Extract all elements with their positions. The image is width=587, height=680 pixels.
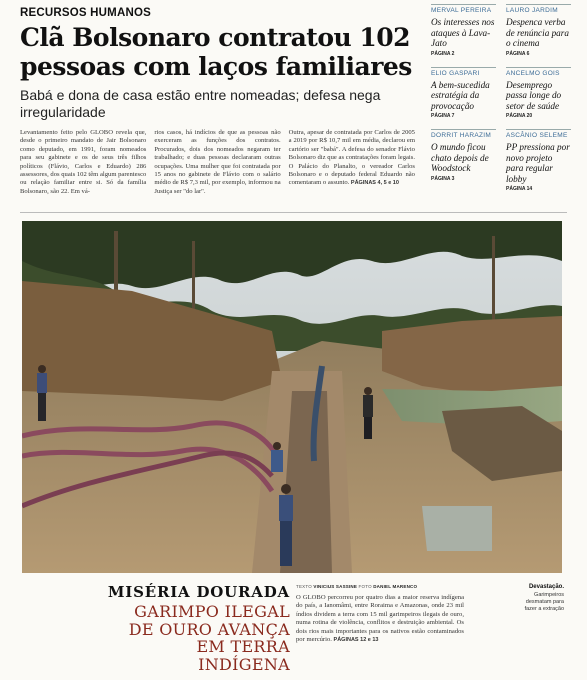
- credit-text-label: TEXTO: [296, 584, 312, 589]
- feature-body: [296, 594, 464, 644]
- columnist-name: ELIO GASPARI: [431, 69, 480, 77]
- divider: [431, 129, 496, 130]
- mining-scene-image: [22, 221, 562, 573]
- top-story: [20, 6, 415, 196]
- columnist-name: MERVAL PEREIRA: [431, 7, 492, 14]
- columnist-name: DORRIT HARAZIM: [431, 132, 492, 139]
- credit-photo-label: FOTO: [358, 584, 372, 589]
- story-headline[interactable]: [20, 23, 415, 81]
- column-page: PÁGINA 7: [431, 113, 455, 119]
- column-title: O mundo ficou chato depois de Woodstock: [431, 142, 489, 173]
- feature-headline-line-1: GARIMPO ILEGAL: [134, 602, 290, 621]
- feature-headline: [100, 603, 290, 673]
- credit-text-name: VINICIUS SASSINE: [313, 584, 358, 589]
- columnist-name: LAURO JARDIM: [506, 7, 558, 14]
- column-title: A bem-sucedida estratégia da provocação: [431, 79, 490, 111]
- column-page: PÁGINA 2: [431, 50, 455, 57]
- columnist-item[interactable]: [431, 67, 496, 120]
- column-page: PÁGINA 6: [506, 50, 530, 57]
- divider: [506, 4, 571, 5]
- section-divider: [20, 212, 567, 213]
- columnist-item[interactable]: [431, 4, 496, 57]
- divider: [506, 129, 571, 130]
- worker-figure-left: [37, 365, 47, 421]
- column-page: PÁGINA 3: [431, 175, 455, 182]
- feature-page-ref[interactable]: PÁGINAS 12 e 13: [333, 637, 379, 644]
- columnist-item[interactable]: [506, 67, 571, 120]
- story-body: [20, 129, 415, 196]
- column-page: PÁGINA 20: [506, 113, 533, 119]
- feature-text-block: [296, 584, 464, 644]
- caption-title: Devastação.: [528, 584, 564, 590]
- story-body-col-3-text: Outra, apesar de contratada por Carlos de 2005 a 2019 por R$ 10,7 mil em média, declarou em cartório ser "babá". A defesa do senador Flávio Bolsonaro diz que as contratações foram legais. O Palácio do Planalto, o vereador Carlos Bolsonaro e o deputado federal Eduardo não comentaram o assunto.: [288, 129, 415, 187]
- story-kicker: RECURSOS HUMANOS: [20, 7, 151, 19]
- columnists-rail: [431, 4, 571, 202]
- story-body-col-3: [289, 129, 415, 196]
- headline-line-1: Clã Bolsonaro contratou 102: [20, 23, 411, 52]
- story-body-col-2: rios casos, há indícios de que as pessoas não exerceram as funções dos contratos. Procurados, dois dos nomeados negaram ter trabalhado; e duas pessoas declararam outras ocupações. Uma mulher que foi contratada por 15 anos no gabinete de Flávio com o salário médio de R$ 7,3 mil, por exemplo, informou na Justiça ser "do lar".: [154, 129, 281, 195]
- column-title: Desemprego passa longe do setor de saúde: [506, 79, 562, 111]
- worker-figure-center: [279, 484, 293, 566]
- column-title: Despenca verba de renúncia para o cinema: [506, 17, 569, 48]
- mining-photo[interactable]: [22, 221, 562, 573]
- feature-headline-line-3: EM TERRA INDÍGENA: [196, 637, 290, 674]
- columnist-name: ASCÂNIO SELEME: [506, 132, 568, 139]
- story-page-ref[interactable]: PÁGINAS 4, 5 e 10: [350, 180, 399, 187]
- feature-kicker: MISÉRIA DOURADA: [107, 583, 290, 601]
- credit-photo-name: DANIEL MARENCO: [373, 584, 418, 589]
- feature-headline-line-2: DE OURO AVANÇA: [128, 619, 290, 639]
- columnist-item[interactable]: [506, 129, 571, 192]
- story-body-col-1: Levantamento feito pelo GLOBO revela que, desde o primeiro mandato de Jair Bolsonaro como deputado, em 1991, foram nomeados para seu gabinete e os de seus três filhos políticos (Flávio, Carlos e Eduardo) 286 assessores, dos quais 102 têm algum parentesco ou relação familiar entre si. Só da família Bolsonaro, são 22. Em vá-: [20, 129, 147, 195]
- story-subhead: Babá e dona de casa estão entre nomeadas; defesa nega irregularidade: [20, 87, 381, 120]
- divider: [431, 67, 496, 68]
- divider: [506, 67, 571, 68]
- caption-text: Garimpeiros desmatam para fazer a extração: [524, 591, 564, 612]
- feature-credits: [296, 584, 464, 590]
- headline-line-2: pessoas com laços familiares: [20, 52, 412, 81]
- feature-title-block[interactable]: [100, 583, 290, 673]
- columnist-name: ANCELMO GOIS: [506, 69, 560, 77]
- columnist-item[interactable]: [431, 129, 496, 192]
- column-title: PP pressiona por novo projeto para regular lobby: [506, 142, 570, 184]
- feature-body-text: O GLOBO percorreu por quatro dias a maior reserva indígena do país, a Ianomâmi, entre Roraima e Amazonas, onde 23 mil índios dividem a terra com 15 mil garimpeiros ilegais de ouro, numa rotina de violência, conflitos e destruição ambiental. Os dois rios mais importantes para os nativos estão contaminados por mercúrio.: [296, 594, 464, 644]
- column-page: PÁGINA 14: [506, 186, 533, 192]
- column-title: Os interesses nos ataques à Lava-Jato: [431, 17, 495, 48]
- photo-caption: [516, 584, 564, 613]
- divider: [431, 4, 496, 5]
- columnist-item[interactable]: [506, 4, 571, 57]
